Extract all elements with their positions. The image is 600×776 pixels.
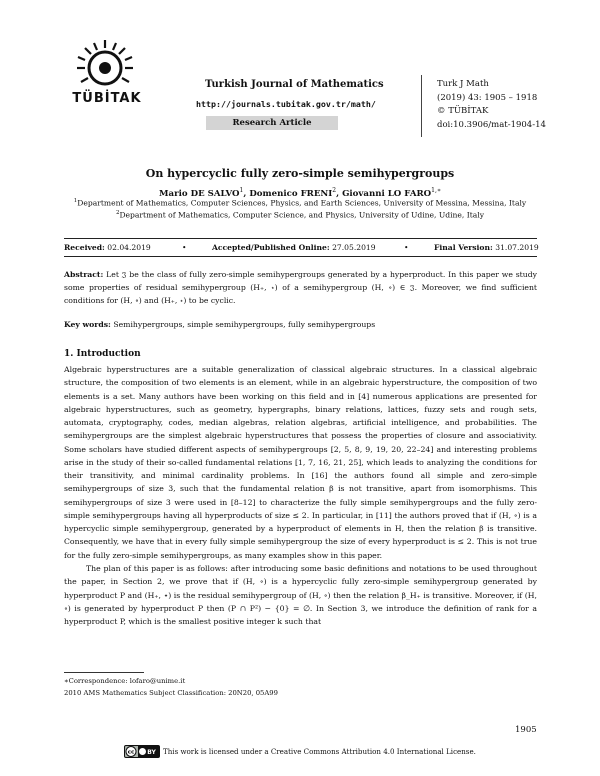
author-name: Giovanni LO FARO — [342, 188, 432, 199]
final-value: 31.07.2019 — [495, 243, 539, 252]
author-name: Mario DE SALVO — [159, 188, 240, 199]
final-date — [434, 243, 539, 252]
date-separator: • — [182, 243, 187, 252]
section-heading: 1. Introduction — [64, 349, 141, 359]
section-body — [64, 363, 537, 628]
received-value: 02.04.2019 — [107, 243, 151, 252]
page-number: 1905 — [515, 725, 537, 735]
date-separator: • — [404, 243, 409, 252]
affiliation-text: Department of Mathematics, Computer Sciences, Physics, and Earth Sciences, University of Messina, Messina, Italy — [77, 198, 527, 208]
svg-text:cc: cc — [127, 749, 135, 756]
abstract — [64, 268, 537, 308]
abstract-label: Abstract: — [64, 270, 104, 279]
affiliation — [0, 198, 600, 208]
abstract-text: Let 𝔍 be the class of fully zero-simple semihypergroups generated by a hyperproduct. In this paper we study some properties of residual semihypergroup (H₊, ⋆) of a semihypergroup (H, ∘) ∈ 𝔍. Moreover, we find sufficient conditions for (H, ∘) and (H₊, ⋆) to be cyclic. — [64, 270, 537, 306]
affiliation-mark: 1 — [73, 198, 78, 204]
author-affil-mark: 1 — [239, 187, 244, 194]
journal-url[interactable]: http://journals.tubitak.gov.tr/math/ — [196, 99, 376, 109]
accepted-date — [212, 243, 376, 252]
meta-doi[interactable]: doi:10.3906/mat-1904-14 — [437, 119, 546, 130]
author-list: Mario DE SALVO$^1$, Domenico FRENI$^2$, Giovanni LO $FARO^{1,∗}$ — [159, 187, 441, 199]
dates-top-rule — [64, 238, 537, 239]
author-affil-mark: 1,∗ — [431, 187, 441, 194]
keywords — [64, 320, 537, 329]
svg-text:BY: BY — [147, 749, 156, 756]
journal-meta — [437, 78, 546, 132]
received-label: Received: — [64, 243, 105, 252]
author-name: Domenico FRENI — [249, 188, 333, 199]
article-type-badge: Research Article — [206, 116, 338, 130]
header-divider — [421, 75, 422, 137]
dates-bottom-rule — [64, 256, 537, 257]
footnote-correspondence: ∗Correspondence: lofaro@unime.it — [64, 677, 186, 685]
publisher-wordmark: TÜBİTAK — [72, 91, 142, 106]
keywords-text: Semihypergroups, simple semihypergroups, fully semihypergroups — [113, 320, 376, 329]
journal-title: Turkish Journal of Mathematics — [205, 79, 384, 90]
affiliation-mark: 2 — [115, 210, 120, 216]
received-date — [64, 243, 151, 252]
footnote-rule — [64, 672, 144, 673]
meta-volume-pages: (2019) 43: 1905 – 1918 — [437, 92, 538, 103]
paragraph: Algebraic hyperstructures are a suitable generalization of classical algebraic structures. In a classical algebraic structure, the composition of two elements is an element, while in an algebraic hyperstructure, the composition of two elements is a set. Many authors have been working on this field and in [4] numerous applications are presented for algebraic hyperstructures, such as geometry, hypergraphs, binary relations, lattices, fuzzy sets and rough sets, automata, cryptography, codes, median algebras, relation algebras, artificial intelligence, and probabilities. The semihypergroups are the simplest algebraic hyperstructures that possess the properties of closure and associativity. Some scholars have studied different aspects of semihypergroups [2, 5, 8, 9, 19, 20, 22–24] and interesting problems arise in the study of their so-called fundamental relations [1, 7, 16, 21, 25], which leads to analyzing the conditions for their transitivity, and minimal cardinality problems. In [16] the authors found all simple and zero-simple semihypergroups of size 3, such that the fundamental relation β is not transitive, apart from isomorphisms. This semihypergroups of size 3 were used in [8–12] to characterize the fully simple semihypergroups and the fully zero-simple semihypergroups having all hyperproducts of size ≤ 2. In particular, in [11] the authors proved that if (H, ∘) is a hypercyclic simple semihypergroup, generated by a hyperproduct of elements in H, then the relation β is transitive. Consequently, we have that in every fully simple semihypergroup the size of every hyperproduct is ≤ 2. This is not true for the fully zero-simple semihypergroups, as many examples show in this paper. — [64, 365, 537, 560]
footnote-msc: 2010 AMS Mathematics Subject Classification: 20N20, 05A99 — [64, 689, 278, 697]
final-label: Final Version: — [434, 243, 493, 252]
author-affil-mark: 2 — [332, 187, 337, 194]
keywords-label: Key words: — [64, 320, 111, 329]
cc-by-icon[interactable] — [124, 745, 160, 758]
accepted-label: Accepted/Published Online: — [212, 243, 330, 252]
affiliation — [0, 210, 600, 220]
paragraph: The plan of this paper is as follows: after introducing some basic definitions and notations to be used throughout the paper, in Section 2, we prove that if (H, ∘) is a hypercyclic fully zero-simple semihypergroup generated by hyperproduct P and (H₊, ⋆) is the residual semihypergroup of (H, ∘) then the relation β_H₊ is transitive. Moreover, if (H, ∘) is generated by hyperproduct P then (P ∩ P²) − {0} = ∅. In Section 3, we introduce the definition of rank for a hyperproduct P, which is the smallest positive integer k such that — [64, 563, 537, 627]
paper-title: On hypercyclic fully zero-simple semihypergroups — [145, 167, 455, 180]
license-text: This work is licensed under a Creative Commons Attribution 4.0 International License. — [163, 747, 476, 756]
meta-journal-short: Turk J Math — [437, 79, 489, 89]
accepted-value: 27.05.2019 — [332, 243, 376, 252]
meta-copyright: © TÜBİTAK — [437, 106, 489, 117]
affiliation-text: Department of Mathematics, Computer Science, and Physics, University of Udine, Udine, Italy — [119, 210, 485, 220]
